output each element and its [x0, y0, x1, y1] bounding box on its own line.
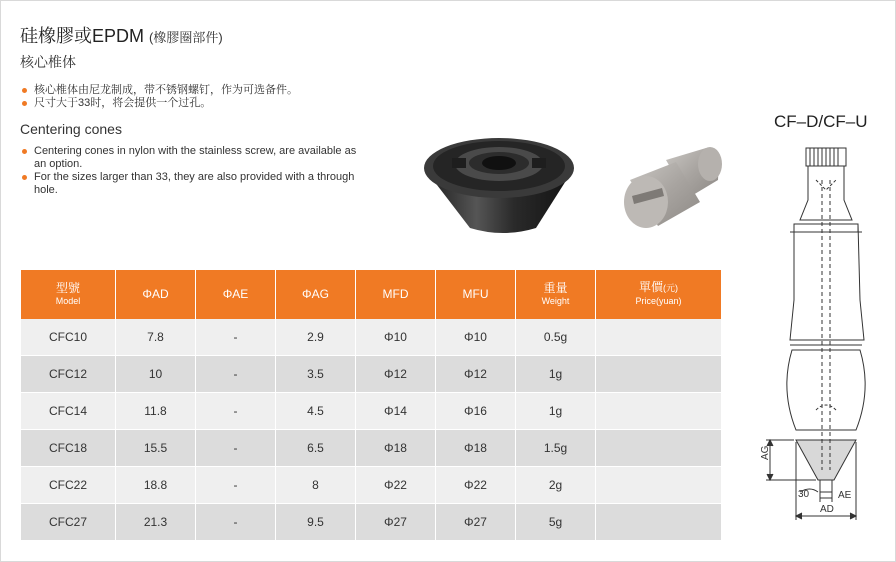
- cell-model: CFC27: [21, 504, 115, 541]
- cell-mfd: Φ12: [356, 356, 435, 393]
- cell-ag: 4.5: [276, 393, 355, 430]
- bullet-item: For the sizes larger than 33, they are also provided with a through hole.: [20, 171, 390, 197]
- section-heading-en: Centering cones: [20, 121, 122, 137]
- cell-mfu: Φ10: [436, 319, 515, 356]
- cell-ad: 21.3: [116, 504, 195, 541]
- spec-table: [20, 270, 722, 541]
- diagram-title: CF–D/CF–U: [774, 112, 868, 131]
- bullet-dot-icon: [22, 101, 27, 106]
- col-header-ae: ΦAE: [196, 270, 275, 319]
- bullet-list-en: [20, 145, 390, 197]
- cell-ae: -: [196, 467, 275, 504]
- col-header-ag: ΦAG: [276, 270, 355, 319]
- cell-ae: -: [196, 356, 275, 393]
- cell-ad: 18.8: [116, 467, 195, 504]
- col-header-ad: ΦAD: [116, 270, 195, 319]
- bullet-dot-icon: [22, 175, 27, 180]
- dim-label-ag: AG: [760, 445, 771, 460]
- cell-price: [596, 504, 721, 541]
- stainless-screw-image: [618, 140, 728, 240]
- cell-ae: -: [196, 504, 275, 541]
- cell-ag: 2.9: [276, 319, 355, 356]
- cell-price: [596, 393, 721, 430]
- cell-price: [596, 356, 721, 393]
- table-row: [21, 504, 721, 541]
- technical-drawing: [750, 140, 870, 530]
- bullet-list-cn: [20, 84, 380, 110]
- cell-weight: 2g: [516, 467, 595, 504]
- cell-model: CFC22: [21, 467, 115, 504]
- cell-weight: 1g: [516, 393, 595, 430]
- cell-price: [596, 319, 721, 356]
- cell-ae: -: [196, 393, 275, 430]
- cell-ae: -: [196, 430, 275, 467]
- cell-mfd: Φ18: [356, 430, 435, 467]
- cell-ae: -: [196, 319, 275, 356]
- cell-mfd: Φ27: [356, 504, 435, 541]
- bullet-item: 核心椎体由尼龙制成，带不锈钢螺钉，作为可选备件。: [20, 84, 380, 97]
- cell-weight: 5g: [516, 504, 595, 541]
- centering-cone-image: [418, 128, 578, 238]
- cell-ag: 9.5: [276, 504, 355, 541]
- cell-mfu: Φ18: [436, 430, 515, 467]
- cell-ad: 10: [116, 356, 195, 393]
- col-header-mfu: MFU: [436, 270, 515, 319]
- cell-price: [596, 430, 721, 467]
- bullet-dot-icon: [22, 88, 27, 93]
- cell-model: CFC18: [21, 430, 115, 467]
- cell-model: CFC14: [21, 393, 115, 430]
- cell-mfd: Φ10: [356, 319, 435, 356]
- table-row: [21, 467, 721, 504]
- section-heading-cn: 核心椎体: [20, 54, 76, 70]
- cell-ag: 8: [276, 467, 355, 504]
- cell-model: CFC10: [21, 319, 115, 356]
- table-row: [21, 430, 721, 467]
- cell-price: [596, 467, 721, 504]
- dim-label-ae: AE: [838, 490, 852, 501]
- page-title: [20, 22, 223, 48]
- bullet-item: 尺寸大于33时，将会提供一个过孔。: [20, 97, 380, 110]
- cell-ag: 6.5: [276, 430, 355, 467]
- bullet-dot-icon: [22, 149, 27, 154]
- cell-mfu: Φ22: [436, 467, 515, 504]
- table-header-row: [21, 270, 721, 319]
- cell-ag: 3.5: [276, 356, 355, 393]
- cell-mfu: Φ27: [436, 504, 515, 541]
- bullet-item: Centering cones in nylon with the stainless screw, are available as an option.: [20, 145, 390, 171]
- cell-mfd: Φ14: [356, 393, 435, 430]
- title-sub: (橡膠圈部件): [149, 30, 223, 45]
- cell-model: CFC12: [21, 356, 115, 393]
- title-main: 硅橡膠或EPDM: [20, 26, 145, 46]
- cell-weight: 1g: [516, 356, 595, 393]
- col-header-model: 型號 Model: [21, 270, 115, 319]
- table-row: [21, 319, 721, 356]
- cell-ad: 15.5: [116, 430, 195, 467]
- col-header-price: 單價(元) Price(yuan): [596, 270, 721, 319]
- cell-mfd: Φ22: [356, 467, 435, 504]
- dim-label-30: 30: [798, 489, 810, 500]
- cell-mfu: Φ12: [436, 356, 515, 393]
- col-header-weight: 重量 Weight: [516, 270, 595, 319]
- cell-ad: 7.8: [116, 319, 195, 356]
- cell-mfu: Φ16: [436, 393, 515, 430]
- dim-label-ad: AD: [820, 504, 834, 515]
- table-row: [21, 393, 721, 430]
- col-header-mfd: MFD: [356, 270, 435, 319]
- table-row: [21, 356, 721, 393]
- cell-weight: 1.5g: [516, 430, 595, 467]
- cell-weight: 0.5g: [516, 319, 595, 356]
- cell-ad: 11.8: [116, 393, 195, 430]
